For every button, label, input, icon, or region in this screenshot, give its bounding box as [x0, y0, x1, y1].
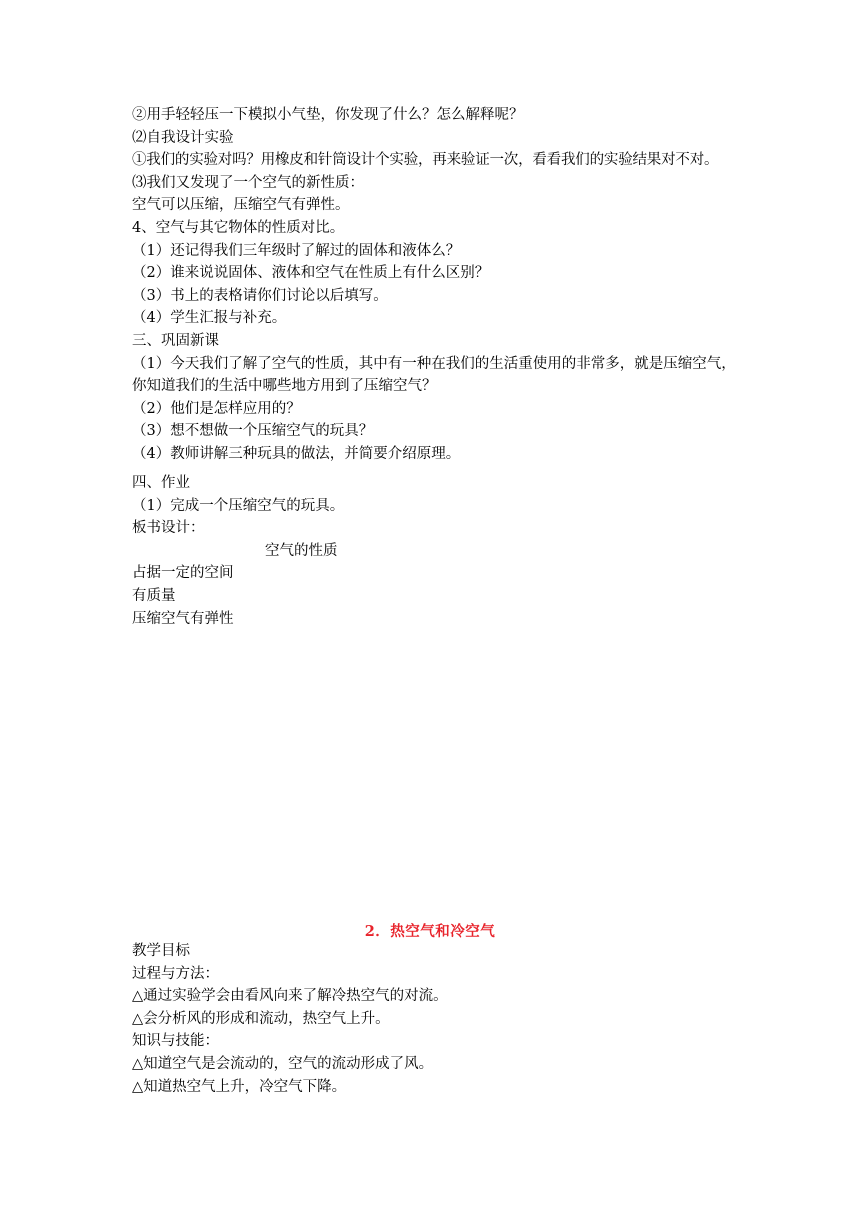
board-item: 压缩空气有弹性: [132, 610, 234, 627]
text-line: 知识与技能：: [132, 1033, 219, 1050]
text-line: （1）完成一个压缩空气的玩具。: [132, 497, 345, 514]
text-line: 空气可以压缩，压缩空气有弹性。: [132, 197, 350, 214]
board-design-label: 板书设计：: [132, 520, 205, 537]
homework-section: [132, 472, 742, 630]
text-line: （4）学生汇报与补充。: [132, 310, 287, 327]
section-heading: 三、巩固新课: [132, 332, 219, 349]
lesson-body-top: [132, 104, 742, 466]
text-line: （4）教师讲解三种玩具的做法，并简要介绍原理。: [132, 445, 461, 462]
text-line: ⑵自我设计实验: [132, 129, 234, 146]
section-heading: 四、作业: [132, 475, 190, 491]
text-line: △知道空气是会流动的，空气的流动形成了风。: [132, 1055, 434, 1072]
lesson-title: 2．热空气和冷空气: [364, 923, 496, 940]
text-line: 过程与方法：: [132, 965, 219, 982]
lesson2-body: [132, 940, 742, 1098]
text-line: △知道热空气上升，冷空气下降。: [132, 1078, 347, 1095]
board-title: 空气的性质: [265, 542, 338, 559]
text-line: △通过实验学会由看风向来了解冷热空气的对流。: [132, 988, 448, 1005]
wrapped-paragraph: （1）今天我们了解了空气的性质，其中有一种在我们的生活重使用的非常多，就是压缩空气，你知道我们的生活中哪些地方用到了压缩空气？: [132, 355, 736, 395]
text-line: △会分析风的形成和流动，热空气上升。: [132, 1010, 390, 1027]
text-line: ②用手轻轻压一下模拟小气垫，你发现了什么？怎么解释呢？: [132, 107, 524, 123]
text-line: （3）想不想做一个压缩空气的玩具？: [132, 423, 374, 440]
text-line: （1）还记得我们三年级时了解过的固体和液体么？: [132, 242, 461, 259]
text-line: （2）谁来说说固体、液体和空气在性质上有什么区别？: [132, 265, 490, 282]
text-line: （3）书上的表格请你们讨论以后填写。: [132, 287, 388, 304]
text-line: 4、空气与其它物体的性质对比。: [132, 219, 345, 236]
text-line: （2）他们是怎样应用的？: [132, 400, 301, 417]
text-line: ①我们的实验对吗？用橡皮和针筒设计个实验，再来验证一次，看看我们的实验结果对不对。: [132, 152, 719, 169]
text-line: ⑶我们又发现了一个空气的新性质：: [132, 174, 364, 191]
text-line: 教学目标: [132, 943, 190, 959]
board-item: 占据一定的空间: [132, 565, 234, 582]
board-item: 有质量: [132, 587, 176, 604]
